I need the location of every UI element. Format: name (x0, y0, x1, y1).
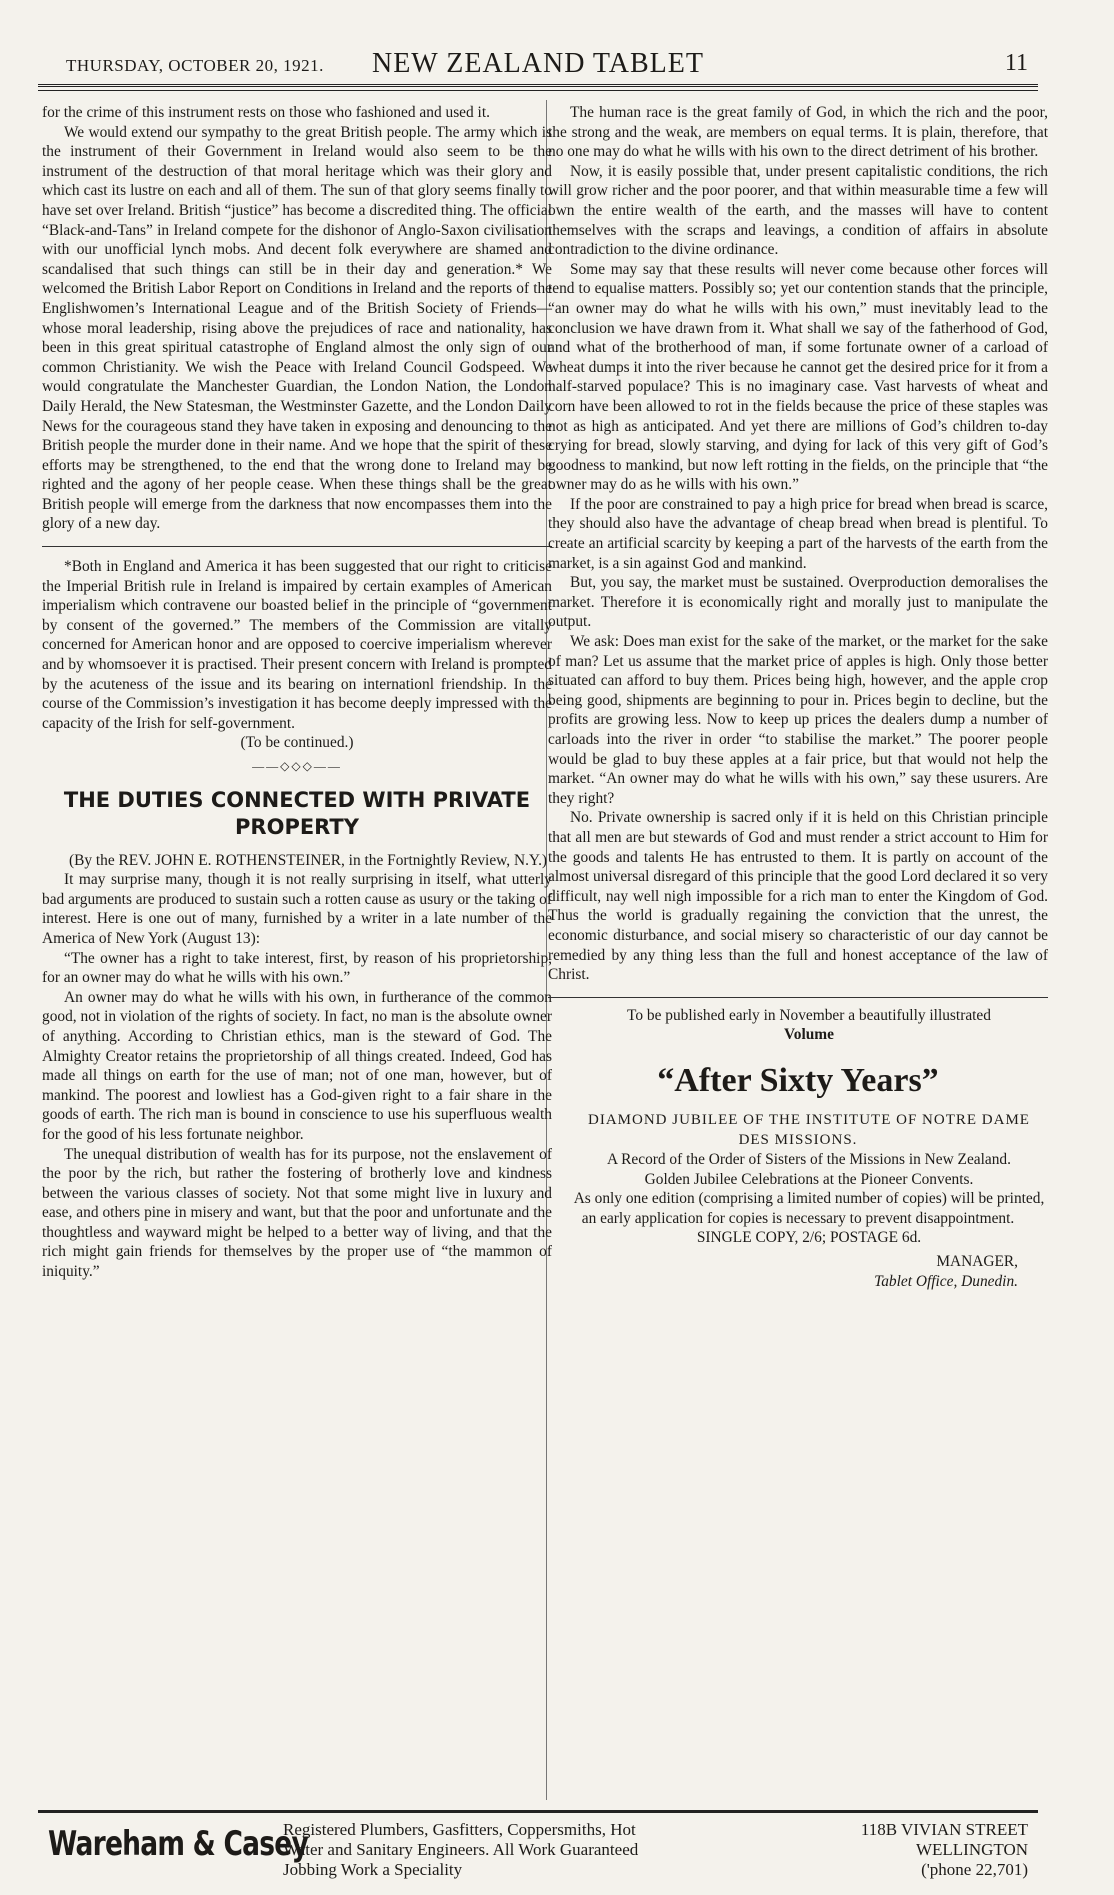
ad-record: A Record of the Order of Sisters of the Missions in New Zealand. (607, 1151, 1011, 1169)
ad-subtitle: DIAMOND JUBILEE OF THE INSTITUTE OF NOTRE DAME DES MISSIONS. (588, 1111, 1030, 1148)
paragraph: We ask: Does man exist for the sake of the market, or the market for the sake of man? Let us assume that the market price of apples is high. Only those better situated can afford to buy them. Prices being high, however, and the apple crop being good, shipments are beginning to pour in. Prices begin to decline, but the profits are growing less. Now to keep up prices the dealers dump a number of carloads into the river in order “to stabilise the market.” The poorer people would be glad to buy these apples at a fair price, but that would not help the market. “An owner may do what he wills with his own,” say these usurers. Are they right? (548, 633, 1048, 807)
masthead-rule (38, 84, 1038, 91)
article-headline: THE DUTIES CONNECTED WITH PRIVATE PROPERTY (63, 787, 531, 839)
paragraph: If the poor are constrained to pay a high price for bread when bread is scarce, they should also have the advantage of cheap bread when bread is plentiful. To create an artificial scarcity by keeping a part of the harvests of the earth from the market, is a sin against God and mankind. (548, 495, 1048, 572)
ad-edition-note: As only one edition (comprising a limited number of copies) will be printed, an early application for copies is necessary to prevent disappointment. (573, 1190, 1045, 1227)
ad-manager: MANAGER, (936, 1253, 1018, 1271)
service-line: Jobbing Work a Speciality (283, 1860, 463, 1879)
footnote: *Both in England and America it has been suggested that our right to criticise the Imperial British rule in Ireland is impaired by certain examples of American imperialism which contravene our boasted belief in the principle of “government by consent of the governed.” The members of the Commission are vitally concerned for American honor and are opposed to coercive imperialism wherever and by whomsoever it is practised. Their present concern with Ireland is prompted by the acuteness of the issue and its bearing on internationl friendship. In the course of the Commission’s investigation it has become deeply impressed with the capacity of the Irish for self-government. (42, 558, 552, 732)
book-advertisement (548, 997, 1048, 1292)
article-byline: (By the REV. JOHN E. ROTHENSTEINER, in the Fortnightly Review, N.Y.) (68, 851, 548, 869)
ad-golden-jubilee: Golden Jubilee Celebrations at the Pioneer Convents. (644, 1170, 974, 1188)
phone-number: ('phone 22,701) (921, 1860, 1028, 1879)
masthead (38, 46, 1038, 82)
page-number: 11 (1004, 50, 1028, 76)
continued-note: (To be continued.) (240, 734, 354, 752)
paragraph: An owner may do what he wills with his own, in furtherance of the common good, not in violation of the rights of society. In fact, no man is the absolute owner of anything. According to Christian ethics, man is the steward of God. The Almighty Creator retains the proprietorship of all things created. Indeed, God has made all things on earth for the use of man; not of one man, however, but of mankind. The poorest and lowliest has a God-given right to a fair share in the goods of earth. The rich man is bound in conscience to use his superfluous wealth for the good of his less fortunate neighbor. (42, 988, 552, 1143)
ad-volume: Volume (784, 1026, 834, 1044)
advertiser-address (861, 1820, 1028, 1880)
paragraph: The human race is the great family of God, in which the rich and the poor, the strong and the weak, are members on equal terms. It is plain, therefore, that no one may do what he wills with his own to the direct detriment of his brother. (548, 104, 1048, 161)
footer-advertisement (38, 1818, 1038, 1884)
left-column (42, 103, 552, 1282)
paragraph: It may surprise many, though it is not really surprising in itself, what utterly bad arguments are produced to sustain such a rotten cause as usury or the taking of interest. Here is one out of many, furnished by a writer in a late number of the America of New York (August 13): (42, 871, 552, 947)
right-column (548, 103, 1048, 1291)
paragraph: The unequal distribution of wealth has for its purpose, not the enslavement of the poor by the rich, but rather the fostering of brotherly love and kindness between the various classes of society. Not that some might live in luxury and ease, and others pine in misery and want, but that the poor and unfortunate and the thoughtless and wayward might be helped to a better way of living, and that the rich might gain friends for themselves by the proper use of “the mammon of iniquity.” (42, 1145, 552, 1281)
service-line: Water and Sanitary Engineers. All Work Guaranteed (283, 1840, 639, 1859)
paragraph: We would extend our sympathy to the great British people. The army which is the instrument of their Government in Ireland would also seem to be the instrument of the destruction of that moral heritage which was their glory and which cast its lustre on each and all of them. The sun of that glory seems finally to have set over Ireland. British “justice” has become a discredited thing. The official “Black-and-Tans” in Ireland compete for the dishonor of Anglo-Saxon civilisation with our unofficial lynch mobs. And decent folk everywhere are shamed and scandalised that such things can still be in their day and generation.* We welcomed the British Labor Report on Conditions in Ireland and the reports of the Englishwomen’s International League and of the British Society of Friends—whose moral leadership, rising above the prejudices of race and nationality, has been in this great spiritual catastrophe of England almost the only sign of our common Christianity. We wish the Peace with Ireland Council Godspeed. We would congratulate the Manchester Guardian, the London Nation, the London Daily Herald, the New Statesman, the Westminster Gazette, and the London Daily News for the courageous stand they have taken in exposing and denouncing to the British people the murder done in their name. And we hope that the spirit of these efforts may be strengthened, to the end that the wrong done to Ireland may be righted and the agony of her people cease. When these things shall be the great British people will emerge from the darkness that now encompasses them into the glory of a new day. (42, 123, 552, 533)
advertiser-services (283, 1820, 638, 1880)
paragraph: for the crime of this instrument rests on those who fashioned and used it. (42, 104, 490, 121)
paragraph: But, you say, the market must be sustained. Overproduction demoralises the market. Therefore it is economically right and morally just to manipulate the output. (548, 574, 1048, 631)
footnote-rule (42, 546, 552, 547)
ad-intro: To be published early in November a beautifully illustrated (627, 1006, 991, 1024)
advertiser-name: Wareham & Casey (48, 1824, 308, 1864)
service-line: Registered Plumbers, Gasfitters, Coppersmiths, Hot (283, 1820, 636, 1839)
paragraph: Now, it is easily possible that, under present capitalistic conditions, the rich will grow richer and the poor poorer, and that within measurable time a few will own the entire wealth of the earth, and the masses will have to content themselves with the scraps and leavings, a condition of affairs in absolute contradiction to the divine ordinance. (548, 162, 1048, 259)
paragraph: Some may say that these results will never come because other forces will tend to equalise matters. Possibly so; yet our contention stands that the principle, “an owner may do what he wills with his own,” must inevitably lead to the conclusion we have drawn from it. What shall we say of the fatherhood of God, and what of the brotherhood of man, if some fortunate owner of a carload of wheat dumps it into the river because he cannot get the desired price for it from a half-starved populace? This is no imaginary case. Vast harvests of wheat and corn have been allowed to rot in the fields because the price of these staples was not as high as anticipated. And yet there are millions of God’s children to-day crying for bread, slowly starving, and dying for lack of this very gift of God’s goodness to mankind, but now left rotting in the fields, on the principle that “the owner may do as he wills with his own.” (548, 260, 1049, 494)
issue-date: THURSDAY, OCTOBER 20, 1921. (66, 56, 324, 75)
newspaper-title: NEW ZEALAND TABLET (371, 48, 704, 79)
ad-book-title: “After Sixty Years” (657, 1061, 939, 1099)
paragraph: No. Private ownership is sacred only if it is held on this Christian principle that all men are but stewards of God and must render a strict account to Him for the goods and talents He has entrusted to them. It is partly on account of the almost universal disregard of this principle that the good Lord declared it so very difficult, nay well nigh impossible for a rich man to enter the Kingdom of God. Thus the world is gradually regaining the conviction that the unrest, the economic disturbance, and social misery so characteristic of our day cannot be remedied by any thing less than the full and honest acceptance of the law of Christ. (548, 809, 1048, 984)
city: WELLINGTON (915, 1840, 1028, 1859)
ornament-divider: ——◇◇◇—— (252, 759, 342, 773)
quoted-paragraph: “The owner has a right to take interest, first, by reason of his proprietorship, for an owner may do what he wills with his own.” (42, 949, 552, 987)
ad-office: Tablet Office, Dunedin. (874, 1272, 1018, 1290)
ad-price: SINGLE COPY, 2/6; POSTAGE 6d. (696, 1229, 922, 1247)
street-address: 118B VIVIAN STREET (860, 1820, 1028, 1839)
footer-rule (38, 1810, 1038, 1813)
